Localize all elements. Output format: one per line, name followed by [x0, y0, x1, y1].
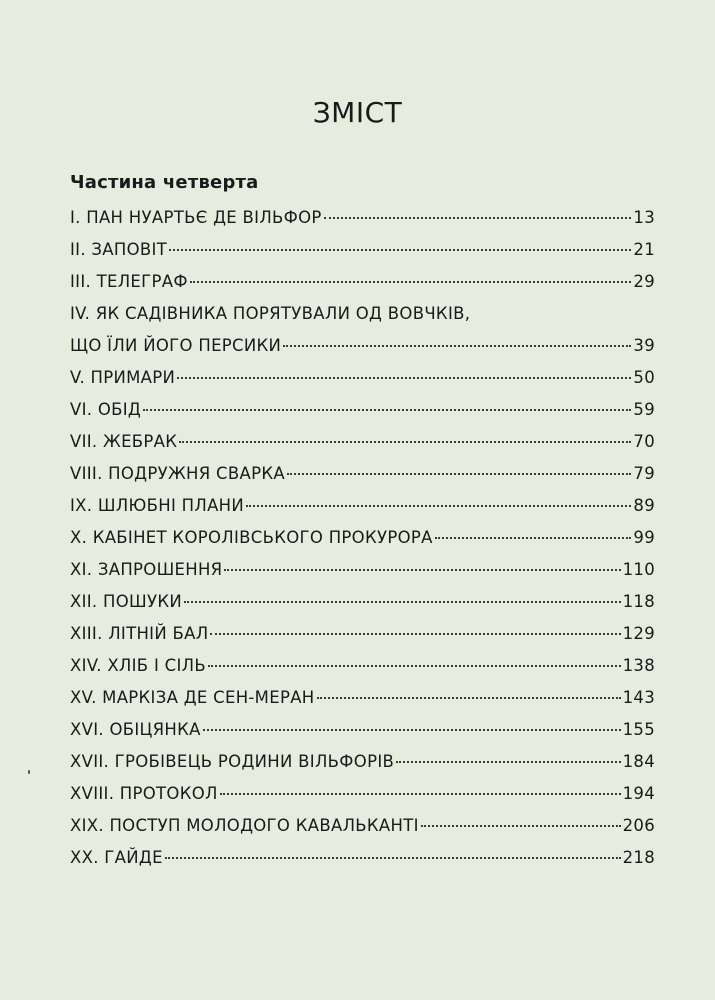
toc-entry-title: II. ЗАПОВІТ [70, 240, 168, 259]
toc-entry-title: XIII. ЛІТНІЙ БАЛ [70, 624, 209, 643]
toc-entry-page: 206 [622, 816, 655, 835]
toc-entry-16 [70, 714, 655, 746]
toc-entry-page: 155 [622, 720, 655, 739]
paper-speck [28, 770, 30, 774]
toc-entry-title: VIII. ПОДРУЖНЯ СВАРКА [70, 464, 285, 483]
toc-entry-15 [70, 682, 655, 714]
toc-entry-10 [70, 522, 655, 554]
toc-entry-title: III. ТЕЛЕГРАФ [70, 272, 188, 291]
toc-entry-title: XVII. ГРОБІВЕЦЬ РОДИНИ ВІЛЬФОРІВ [70, 752, 395, 771]
toc-entry-17 [70, 746, 655, 778]
toc-entry-2 [70, 234, 655, 266]
toc-entry-title: X. КАБІНЕТ КОРОЛІВСЬКОГО ПРОКУРОРА [70, 528, 433, 547]
dot-leader [317, 697, 621, 699]
toc-entry-page: 184 [622, 752, 655, 771]
dot-leader [190, 281, 632, 283]
toc-entry-page: 99 [633, 528, 655, 547]
toc-entry-title: VI. ОБІД [70, 400, 142, 419]
dot-leader [224, 569, 620, 571]
toc-entry-19 [70, 810, 655, 842]
toc-entry-line-1 [70, 298, 655, 330]
toc-entry-title: XIV. ХЛІБ І СІЛЬ [70, 656, 206, 675]
toc-entry-page: 21 [633, 240, 655, 259]
dot-leader [184, 601, 621, 603]
toc-entry-title: XI. ЗАПРОШЕННЯ [70, 560, 223, 579]
toc-entry-8 [70, 458, 655, 490]
dot-leader [179, 441, 631, 443]
toc-entry-11 [70, 554, 655, 586]
toc-entry-page: 138 [622, 656, 655, 675]
toc-entry-5 [70, 362, 655, 394]
toc-entry-title: XVI. ОБІЦЯНКА [70, 720, 201, 739]
dot-leader [421, 825, 621, 827]
page-title: ЗМІСТ [312, 96, 403, 129]
toc-entry-20 [70, 842, 655, 874]
toc-entry-page: 70 [633, 432, 655, 451]
toc-entry-4 [70, 298, 655, 362]
dot-leader [396, 761, 620, 763]
toc-entry-title-continued: ЩО ЇЛИ ЙОГО ПЕРСИКИ [70, 336, 282, 355]
toc-entry-14 [70, 650, 655, 682]
dot-leader [324, 217, 632, 219]
toc-entry-6 [70, 394, 655, 426]
dot-leader [283, 345, 631, 347]
toc-entry-title: IX. ШЛЮБНІ ПЛАНИ [70, 496, 245, 515]
dot-leader [177, 377, 631, 379]
dot-leader [169, 249, 631, 251]
toc-entry-page: 194 [622, 784, 655, 803]
toc-entry-line-2 [70, 330, 655, 362]
toc-entry-18 [70, 778, 655, 810]
dot-leader [203, 729, 621, 731]
dot-leader [165, 857, 621, 859]
toc-entry-page: 50 [633, 368, 655, 387]
table-of-contents [70, 202, 655, 874]
dot-leader [208, 665, 621, 667]
toc-entry-13 [70, 618, 655, 650]
toc-entry-title: XIX. ПОСТУП МОЛОДОГО КАВАЛЬКАНТІ [70, 816, 419, 835]
toc-entry-page: 89 [633, 496, 655, 515]
toc-entry-page: 79 [633, 464, 655, 483]
toc-entry-title: XX. ГАЙДЕ [70, 848, 163, 867]
dot-leader [246, 505, 631, 507]
toc-entry-page: 39 [633, 336, 655, 355]
toc-entry-9 [70, 490, 655, 522]
toc-entry-page: 110 [622, 560, 655, 579]
dot-leader [220, 793, 621, 795]
toc-entry-title: IV. ЯК САДІВНИКА ПОРЯТУВАЛИ ОД ВОВЧКІВ, [70, 304, 471, 323]
toc-entry-title: I. ПАН НУАРТЬЄ ДЕ ВІЛЬФОР [70, 208, 322, 227]
dot-leader [435, 537, 632, 539]
toc-entry-3 [70, 266, 655, 298]
toc-entry-title: XII. ПОШУКИ [70, 592, 182, 611]
toc-entry-page: 118 [622, 592, 655, 611]
dot-leader [143, 409, 631, 411]
toc-entry-title: XV. МАРКІЗА ДЕ СЕН-МЕРАН [70, 688, 315, 707]
toc-entry-page: 59 [633, 400, 655, 419]
toc-entry-title: XVIII. ПРОТОКОЛ [70, 784, 218, 803]
toc-entry-title: VII. ЖЕБРАК [70, 432, 178, 451]
dot-leader [287, 473, 631, 475]
toc-entry-page: 29 [633, 272, 655, 291]
toc-entry-page: 218 [622, 848, 655, 867]
section-heading: Частина четверта [70, 172, 259, 193]
toc-entry-1 [70, 202, 655, 234]
toc-entry-12 [70, 586, 655, 618]
dot-leader [210, 633, 620, 635]
toc-entry-page: 143 [622, 688, 655, 707]
toc-entry-page: 129 [622, 624, 655, 643]
toc-entry-title: V. ПРИМАРИ [70, 368, 176, 387]
toc-entry-7 [70, 426, 655, 458]
toc-entry-page: 13 [633, 208, 655, 227]
